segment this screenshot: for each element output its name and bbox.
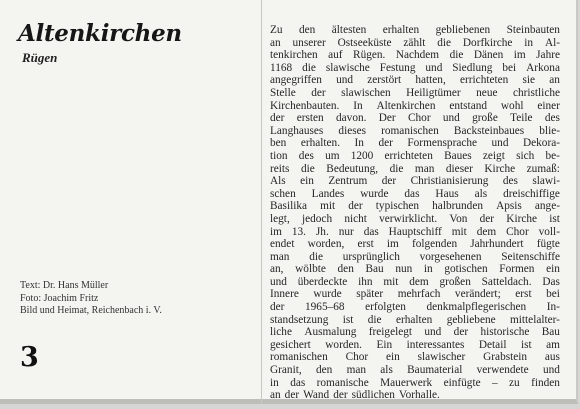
word: Von <box>449 212 468 225</box>
word: gotischen <box>444 263 488 276</box>
word: die <box>367 313 382 326</box>
word: Kirchenbauten. <box>270 99 340 112</box>
word: der <box>381 175 397 188</box>
description-text <box>270 24 560 402</box>
credits-block <box>20 280 162 318</box>
word: Bedeutung, <box>326 162 379 175</box>
word: am <box>546 338 560 351</box>
word: erhalten <box>395 313 433 326</box>
word: als <box>380 364 393 377</box>
text-line <box>270 213 560 226</box>
word: tion <box>270 149 288 162</box>
word: Langhauses <box>270 124 324 137</box>
word: an <box>270 389 281 402</box>
word: Landes <box>311 187 345 200</box>
word: errichteten <box>460 74 509 87</box>
word: 1200 <box>350 149 374 162</box>
word: Dorfkirche <box>462 36 513 49</box>
word: Christianisierung <box>410 175 489 188</box>
word: erst <box>515 288 532 301</box>
word: der <box>453 326 469 339</box>
word: man <box>414 162 435 175</box>
text-line <box>270 188 560 201</box>
word: slawi- <box>532 175 560 188</box>
text-line <box>270 137 560 150</box>
word: neue <box>476 86 498 99</box>
text-line <box>270 314 560 327</box>
word: errichteten <box>384 149 433 162</box>
word: zählt <box>403 36 426 49</box>
place-subtitle: Rügen <box>22 50 58 65</box>
word: Innere <box>270 288 299 301</box>
text-line <box>270 49 560 62</box>
word: standsetzung <box>270 313 329 326</box>
word: Altenkirchen <box>376 99 436 112</box>
word: als <box>474 187 488 200</box>
word: später <box>356 288 384 301</box>
word: Chor <box>345 351 369 364</box>
word: das <box>290 376 306 389</box>
word: Formensprache <box>407 137 478 150</box>
word: Arkona <box>526 61 560 74</box>
word: ist <box>549 212 560 225</box>
word: Ausmalung <box>304 326 357 339</box>
word: Jh. <box>315 225 329 238</box>
word: die <box>309 250 323 263</box>
credit-text-author: Text: Dr. Hans Müller <box>20 280 109 291</box>
word: Vorhalle. <box>398 389 440 402</box>
word: erst <box>357 238 374 251</box>
word: reits <box>270 162 290 175</box>
word: slawischen <box>341 86 391 99</box>
word: die <box>389 162 404 175</box>
word: legt, <box>270 212 290 225</box>
word: wölbte <box>295 263 326 276</box>
word: gesichert <box>270 338 311 351</box>
word: fügte <box>536 238 560 251</box>
text-line <box>270 200 560 213</box>
word: auf <box>328 49 343 62</box>
word: verwirklicht. <box>379 212 438 225</box>
word: der <box>479 212 495 225</box>
word: dieser <box>445 162 473 175</box>
word: zerstört <box>367 74 402 87</box>
text-line <box>270 163 560 176</box>
word: mehrfach <box>397 288 441 301</box>
text-line <box>270 100 560 113</box>
word: dem <box>409 275 429 288</box>
word: Seitenschiffe <box>501 250 560 263</box>
word: und <box>270 275 287 288</box>
word: verändert; <box>454 288 501 301</box>
word: unserer <box>292 36 326 49</box>
word: Apsis <box>496 200 522 213</box>
text-line <box>270 301 560 314</box>
word: erfolgten <box>365 301 406 314</box>
word: voll- <box>538 225 560 238</box>
text-line <box>270 226 560 239</box>
word: einer <box>537 99 560 112</box>
word: halbrunden <box>432 200 483 213</box>
word: Jahre <box>536 49 560 62</box>
word: im <box>513 49 526 62</box>
word: Der <box>378 112 396 125</box>
text-line <box>270 74 560 87</box>
word: 1965–68 <box>305 301 345 314</box>
word: dem <box>476 225 497 238</box>
word: des <box>502 175 518 188</box>
word: großen <box>439 275 471 288</box>
word: Baues <box>444 149 472 162</box>
word: überdeckte <box>297 275 348 288</box>
word: interessantes <box>406 338 465 351</box>
word: aus <box>544 351 560 364</box>
word: ist <box>520 338 532 351</box>
text-line <box>270 112 560 125</box>
word: mit <box>451 225 467 238</box>
word: bei <box>546 288 560 301</box>
word: 13. <box>291 225 306 238</box>
word: 1168 <box>270 61 293 74</box>
word: im <box>270 225 282 238</box>
word: das <box>363 225 379 238</box>
text-line <box>270 377 560 390</box>
word: an, <box>270 263 284 276</box>
word: die <box>302 61 316 74</box>
word: bei <box>502 61 517 74</box>
word: und <box>542 364 560 377</box>
text-line <box>270 125 560 138</box>
left-panel <box>0 0 262 404</box>
word: Zu <box>270 24 283 36</box>
word: Chor <box>506 225 529 238</box>
word: Das <box>542 275 560 288</box>
text-line <box>270 37 560 50</box>
word: der <box>284 389 300 402</box>
text-line <box>270 150 560 163</box>
word: die <box>449 49 464 62</box>
word: sie <box>522 74 536 87</box>
word: worden. <box>325 338 362 351</box>
text-line <box>270 238 560 251</box>
word: ursprünglich <box>342 250 400 263</box>
text-line <box>270 87 560 100</box>
word: Jahrhundert <box>470 238 524 251</box>
word: Detail <box>478 338 507 351</box>
word: romanischen <box>381 124 439 137</box>
word: schen <box>270 187 296 200</box>
word: finden <box>531 376 560 389</box>
word: der <box>348 200 363 213</box>
word: Grabstein <box>483 351 528 364</box>
word: Kirche <box>506 212 538 225</box>
word: an <box>549 74 560 87</box>
text-line <box>270 62 560 75</box>
word: be- <box>545 149 560 162</box>
word: Teile <box>510 112 533 125</box>
place-title: Altenkirchen <box>18 20 182 47</box>
word: in <box>270 376 279 389</box>
word: mit <box>383 275 399 288</box>
word: typischen <box>375 200 420 213</box>
word: einfügte <box>443 376 481 389</box>
word: Ein <box>376 338 393 351</box>
word: Dekora- <box>522 137 560 150</box>
word: endet <box>270 238 295 251</box>
word: und <box>491 137 509 150</box>
word: historische <box>480 326 530 339</box>
word: Satteldach. <box>481 275 532 288</box>
word: den <box>337 263 354 276</box>
word: sich <box>516 149 535 162</box>
text-line <box>270 351 560 364</box>
word: erhalten. <box>300 137 341 150</box>
word: Chor <box>407 112 431 125</box>
word: jedoch <box>301 212 333 225</box>
text-line <box>270 339 560 352</box>
word: Granit, <box>270 364 302 377</box>
word: der <box>311 86 326 99</box>
word: Dänen <box>473 49 504 62</box>
word: Basilika <box>270 200 308 213</box>
text-line <box>270 326 560 339</box>
word: christliche <box>512 86 560 99</box>
word: In <box>353 99 363 112</box>
word: Stelle <box>270 86 296 99</box>
word: Nachdem <box>395 49 440 62</box>
word: ein <box>300 175 314 188</box>
word: Zentrum <box>328 175 368 188</box>
word: gebliebenen <box>435 24 491 36</box>
word: zumaß: <box>526 162 560 175</box>
word: mit <box>320 200 336 213</box>
word: – <box>491 376 498 389</box>
text-line <box>270 175 560 188</box>
text-line <box>270 276 560 289</box>
word: Formen <box>499 263 535 276</box>
word: freigelegt <box>368 326 413 339</box>
word: zeigt <box>482 149 505 162</box>
word: davon. <box>336 112 367 125</box>
word: Baumaterial <box>407 364 463 377</box>
word: vorgesehenen <box>419 250 482 263</box>
word: des <box>298 149 314 162</box>
word: romanischen <box>270 351 328 364</box>
word: in <box>423 263 433 276</box>
word: ist <box>342 313 354 326</box>
word: den <box>299 24 316 36</box>
word: zu <box>509 376 520 389</box>
word: Heiligtümer <box>406 86 461 99</box>
word: Bau <box>541 326 560 339</box>
word: Ostseeküste <box>337 36 392 49</box>
word: wohl <box>500 99 524 112</box>
word: nicht <box>344 212 367 225</box>
word: mittelalter- <box>509 313 560 326</box>
text-line <box>270 24 560 37</box>
word: wurde <box>313 288 342 301</box>
word: ersten <box>296 112 324 125</box>
word: Festung <box>379 61 416 74</box>
word: dreischiffige <box>503 187 560 200</box>
word: hatten, <box>415 74 446 87</box>
word: Bau <box>365 263 384 276</box>
word: Rügen. <box>353 49 386 62</box>
text-line <box>270 389 560 402</box>
text-line <box>270 364 560 377</box>
text-line <box>270 251 560 264</box>
word: In <box>354 137 364 150</box>
word: die <box>300 162 315 175</box>
word: ben <box>270 137 287 150</box>
word: verwendete <box>476 364 529 377</box>
word: Wand <box>303 389 330 402</box>
word: Al- <box>544 36 560 49</box>
word: und <box>425 61 443 74</box>
word: und <box>424 326 442 339</box>
card-number: 3 <box>20 342 39 373</box>
word: Kirche <box>484 162 516 175</box>
word: nur <box>338 225 354 238</box>
word: gebliebene <box>446 313 496 326</box>
word: slawischer <box>417 351 466 364</box>
word: liche <box>270 326 292 339</box>
text-line <box>270 288 560 301</box>
word: Haus <box>435 187 459 200</box>
word: Als <box>270 175 286 188</box>
word: ihn <box>358 275 373 288</box>
word: der <box>270 112 285 125</box>
word: im <box>386 238 399 251</box>
word: südlichen <box>351 389 395 402</box>
word: ange- <box>534 200 560 213</box>
word: an <box>270 36 281 49</box>
word: der <box>333 389 348 402</box>
word: der <box>270 301 285 314</box>
word: Backsteinbaues <box>453 124 525 137</box>
word: folgenden <box>411 238 458 251</box>
word: man <box>346 364 367 377</box>
word: der <box>378 137 393 150</box>
word: Steinbauten <box>506 24 560 36</box>
word: des <box>544 112 560 125</box>
word: in <box>524 36 534 49</box>
word: man <box>270 250 290 263</box>
word: nun <box>395 263 413 276</box>
word: In- <box>546 301 560 314</box>
word: wurde <box>360 187 389 200</box>
word: das <box>404 187 420 200</box>
word: romanische <box>316 376 369 389</box>
word: tenkirchen <box>270 49 318 62</box>
word: erhalten <box>382 24 420 36</box>
word: den <box>315 364 333 377</box>
word: Mauerwerk <box>380 376 433 389</box>
word: angegriffen <box>270 74 322 87</box>
word: ältesten <box>331 24 367 36</box>
word: denkmalpflegerischen <box>426 301 527 314</box>
text-line <box>270 263 560 276</box>
credit-photographer: Foto: Joachim Fritz <box>20 292 99 304</box>
word: die <box>437 36 452 49</box>
word: Hauptschiff <box>388 225 442 238</box>
word: um <box>325 149 340 162</box>
word: und <box>442 112 460 125</box>
credit-publisher: Bild und Heimat, Reichenbach i. V. <box>20 305 162 316</box>
word: und <box>336 74 354 87</box>
word: große <box>472 112 498 125</box>
word: blie- <box>539 124 560 137</box>
word: Siedlung <box>452 61 493 74</box>
word: ein <box>385 351 400 364</box>
word: ein <box>546 263 560 276</box>
word: dieses <box>338 124 367 137</box>
word: slawische <box>325 61 370 74</box>
word: entstand <box>449 99 488 112</box>
word: worden, <box>307 238 345 251</box>
